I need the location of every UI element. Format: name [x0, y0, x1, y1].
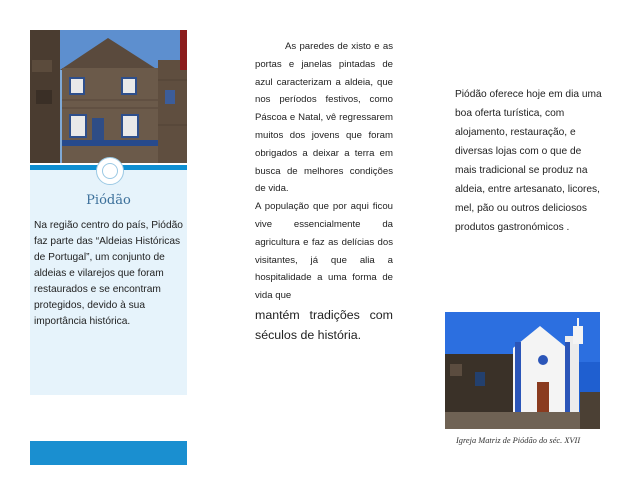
- church-photo: [445, 312, 600, 429]
- left-panel-title: Piódão: [86, 193, 131, 208]
- middle-column: [255, 38, 393, 345]
- middle-paragraph-1: As paredes de xisto e as portas e janelas pintadas de azul caracterizam a aldeia, que nos períodos festivos, como Páscoa e Natal, vê regressarem muitos dos jovens que foram obrigados a deixar a terra em busca de melhores condições de vida.: [255, 41, 393, 195]
- middle-paragraph-2: [255, 198, 393, 345]
- bottom-blue-band: [30, 441, 187, 465]
- circle-ornament: [96, 157, 124, 185]
- middle-paragraph-2-emphasis: mantém tradições com séculos de história.: [255, 307, 393, 342]
- stone-house-photo: [30, 30, 187, 163]
- left-panel-text: Na região centro do país, Piódão faz parte das “Aldeias Históricas de Portugal”, um conjunto de aldeias e vilarejos que foram restaurados e se encontram protegidos, devido à sua importância histórica.: [34, 220, 183, 327]
- stone-house-image: [30, 30, 187, 163]
- middle-paragraph-2-start: A população que por aqui ficou vive essencialmente da agricultura e faz as delícias dos visitantes, já que alia a hospitalidade a uma forma de vida que: [255, 201, 393, 302]
- church-caption: Igreja Matriz de Piódão do séc. XVII: [456, 436, 581, 445]
- right-column-text: Piódão oferece hoje em dia uma boa oferta turística, com alojamento, restauração, e diversas lojas com o que de mais tradicional se produz na aldeia, entre artesanato, licores, mel, pão ou outros deliciosos produtos gastronómicos .: [455, 89, 602, 233]
- church-image: [445, 312, 600, 429]
